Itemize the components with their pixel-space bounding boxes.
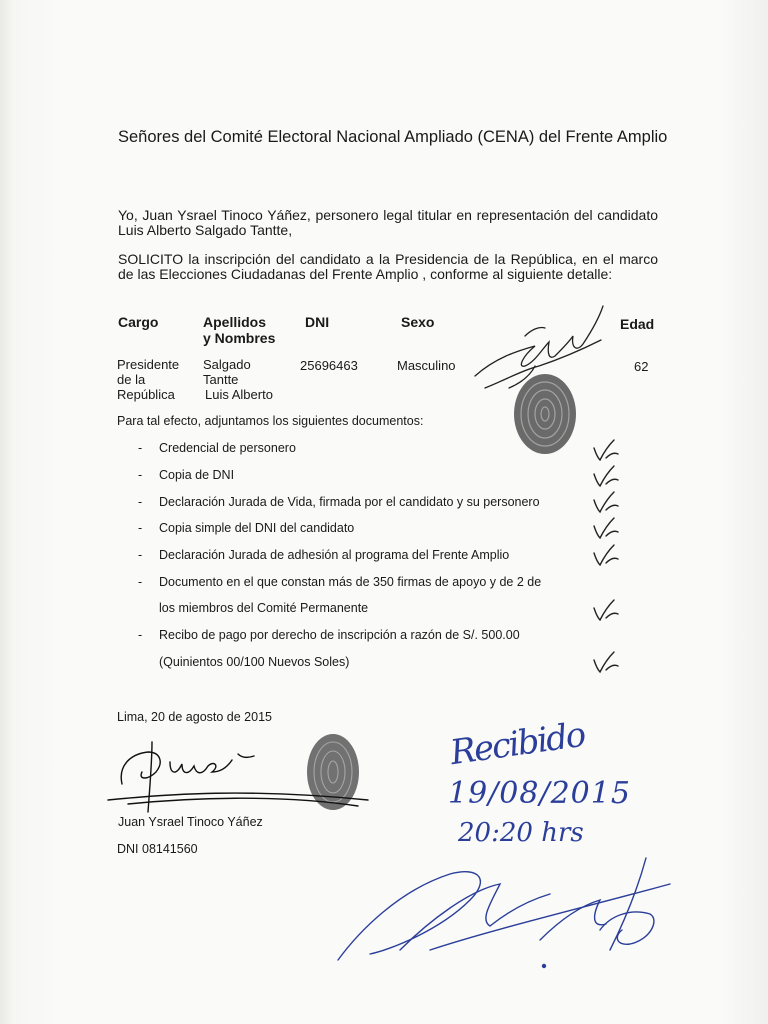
- reception-signature: [330, 850, 690, 970]
- bullet-4: -: [138, 521, 143, 535]
- header-nombres: y Nombres: [203, 330, 276, 346]
- header-dni: DNI: [305, 314, 330, 330]
- header-edad: Edad: [620, 316, 655, 332]
- bullet-2: -: [138, 468, 143, 482]
- cell-cargo-1: Presidente: [117, 357, 180, 372]
- check-mark-icon: [590, 598, 624, 620]
- check-mark-icon: [590, 438, 624, 460]
- list-item-7-cont: (Quinientos 00/100 Nuevos Soles): [159, 655, 350, 669]
- list-item-2: Copia de DNI: [159, 468, 235, 482]
- signer-dni: DNI 08141560: [117, 842, 198, 856]
- handwritten-received: Recibido: [447, 714, 587, 774]
- signer-name: Juan Ysrael Tinoco Yáñez: [118, 815, 263, 829]
- check-mark-icon: [590, 650, 624, 672]
- bullet-6: -: [138, 575, 143, 589]
- bullet-5: -: [138, 548, 143, 562]
- request-paragraph: SOLICITO la inscripción del candidato a la Presidencia de la República, en el marco de las Elecciones Ciudadanas del Frente Amplio , conforme al siguiente detalle:: [118, 251, 658, 282]
- document-title: Señores del Comité Electoral Nacional Ampliado (CENA) del Frente Amplio: [118, 128, 668, 146]
- handwritten-time: 20:20 hrs: [458, 818, 584, 848]
- bullet-7: -: [138, 628, 143, 642]
- cell-cargo-2: de la: [117, 372, 146, 387]
- list-item-1: Credencial de personero: [159, 441, 296, 455]
- bullet-1: -: [138, 441, 143, 455]
- list-item-6-cont: los miembros del Comité Permanente: [159, 601, 369, 615]
- cell-cargo-3: República: [117, 387, 175, 402]
- cell-nombre-1: Salgado: [203, 357, 251, 372]
- check-mark-icon: [590, 490, 624, 512]
- cell-nombre-2: Tantte: [203, 372, 239, 387]
- cell-sexo: Masculino: [397, 358, 456, 373]
- place-date: Lima, 20 de agosto de 2015: [117, 710, 272, 724]
- header-cargo: Cargo: [118, 314, 159, 330]
- header-apellidos: Apellidos: [203, 314, 267, 330]
- header-sexo: Sexo: [401, 314, 435, 330]
- intro-paragraph: Yo, Juan Ysrael Tinoco Yáñez, personero legal titular en representación del candidato Luis Alberto Salgado Tantte,: [118, 207, 658, 238]
- list-item-6: Documento en el que constan más de 350 firmas de apoyo y de 2 de: [159, 575, 542, 589]
- cell-edad: 62: [634, 359, 649, 374]
- list-item-7: Recibo de pago por derecho de inscripción a razón de S/. 500.00: [159, 628, 520, 642]
- list-item-5: Declaración Jurada de adhesión al programa del Frente Amplio: [159, 548, 510, 562]
- check-mark-icon: [590, 543, 624, 565]
- attachments-intro: Para tal efecto, adjuntamos los siguientes documentos:: [117, 414, 424, 428]
- list-item-4: Copia simple del DNI del candidato: [159, 521, 355, 535]
- list-item-3: Declaración Jurada de Vida, firmada por el candidato y su personero: [159, 495, 540, 509]
- cell-nombre-3: Luis Alberto: [205, 387, 273, 402]
- handwritten-date: 19/08/2015: [448, 776, 631, 811]
- check-mark-icon: [590, 516, 624, 538]
- bullet-3: -: [138, 495, 143, 509]
- cell-dni: 25696463: [300, 358, 358, 373]
- check-mark-icon: [590, 464, 624, 486]
